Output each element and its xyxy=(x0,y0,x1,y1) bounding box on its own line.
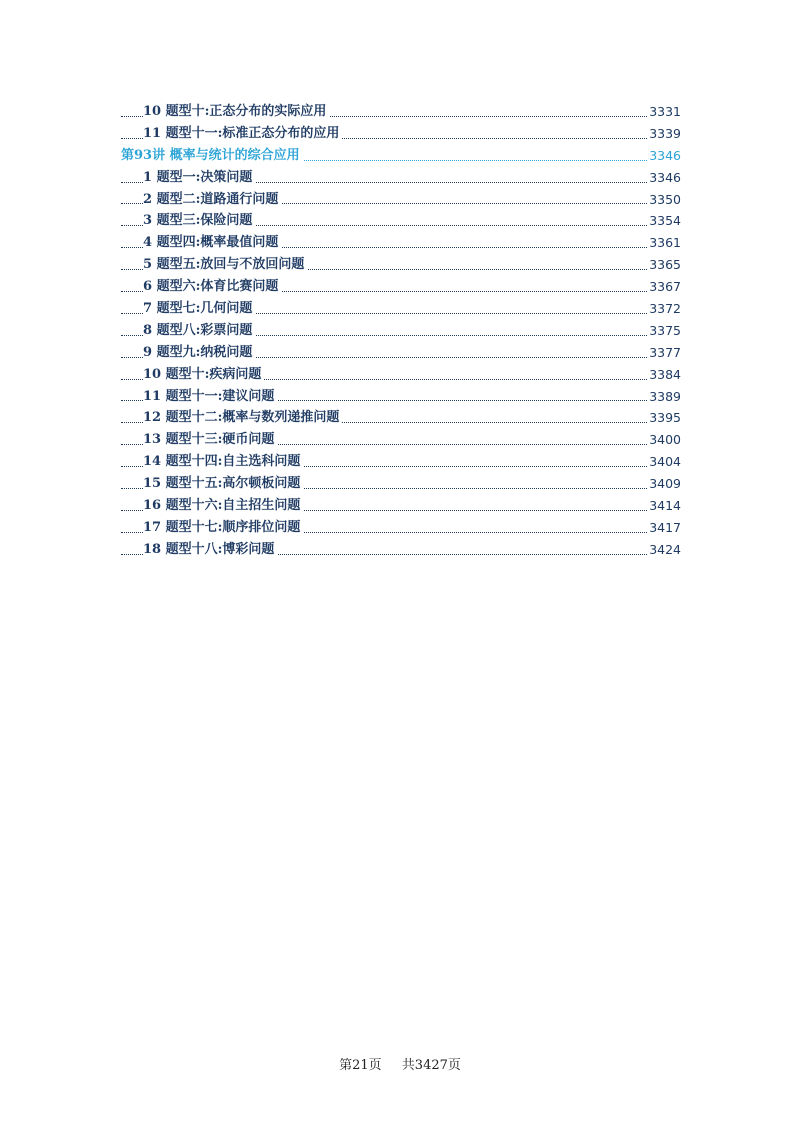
toc-entry[interactable] xyxy=(121,386,681,408)
toc-entry-page: 3354 xyxy=(647,210,681,232)
toc-entry[interactable] xyxy=(121,320,681,342)
toc-entry-page: 3377 xyxy=(647,342,681,364)
page-footer xyxy=(0,1054,800,1073)
toc-entry-page: 3404 xyxy=(647,451,681,473)
toc-entry[interactable] xyxy=(121,232,681,254)
toc-entry[interactable] xyxy=(121,342,681,364)
toc-entry-title: 16 题型十六:自主招生问题 xyxy=(143,498,303,513)
toc-entry-page: 3395 xyxy=(647,407,681,429)
toc-entry-page: 3361 xyxy=(647,232,681,254)
total-pages: 共3427页 xyxy=(401,1058,461,1073)
toc-entry-page: 3367 xyxy=(647,276,681,298)
toc-entry-title: 第93讲 概率与统计的综合应用 xyxy=(121,148,303,163)
toc-entry-title: 4 题型四:概率最值问题 xyxy=(143,235,281,250)
toc-entry[interactable] xyxy=(121,473,681,495)
toc-entry-page: 3409 xyxy=(647,473,681,495)
toc-entry[interactable] xyxy=(121,167,681,189)
toc-entry[interactable] xyxy=(121,364,681,386)
toc-entry-title: 15 题型十五:高尔顿板问题 xyxy=(143,476,303,491)
toc-entry-page: 3339 xyxy=(647,123,681,145)
toc-entry-title: 5 题型五:放回与不放回问题 xyxy=(143,257,307,272)
toc-entry-title: 10 题型十:疾病问题 xyxy=(143,367,264,382)
toc-entry-title: 3 题型三:保险问题 xyxy=(143,213,255,228)
toc-entry-title: 14 题型十四:自主选科问题 xyxy=(143,454,303,469)
toc-entry-page: 3384 xyxy=(647,364,681,386)
toc-entry-title: 10 题型十:正态分布的实际应用 xyxy=(143,104,329,119)
toc-entry-title: 1 题型一:决策问题 xyxy=(143,170,255,185)
toc-entry-title: 2 题型二:道路通行问题 xyxy=(143,192,281,207)
toc-entry[interactable] xyxy=(121,407,681,429)
toc-entry-page: 3331 xyxy=(647,101,681,123)
toc-entry-page: 3400 xyxy=(647,429,681,451)
toc-entry[interactable] xyxy=(121,451,681,473)
toc-entry-page: 3417 xyxy=(647,517,681,539)
toc-entry[interactable] xyxy=(121,254,681,276)
toc-entry-page: 3414 xyxy=(647,495,681,517)
toc-entry-title: 17 题型十七:顺序排位问题 xyxy=(143,520,303,535)
toc-entry[interactable] xyxy=(121,276,681,298)
toc-entry-title: 11 题型十一:建议问题 xyxy=(143,389,277,404)
toc-entry-page: 3424 xyxy=(647,539,681,561)
toc-entry-page: 3372 xyxy=(647,298,681,320)
toc-entry-page: 3346 xyxy=(647,167,681,189)
toc-entry-title: 6 题型六:体育比赛问题 xyxy=(143,279,281,294)
current-page-number: 第21页 xyxy=(339,1058,382,1073)
toc-chapter-entry[interactable] xyxy=(121,145,681,167)
toc-entry[interactable] xyxy=(121,189,681,211)
toc-entry-title: 18 题型十八:博彩问题 xyxy=(143,542,277,557)
toc-entry[interactable] xyxy=(121,210,681,232)
toc-entry-page: 3350 xyxy=(647,189,681,211)
toc-entry-title: 13 题型十三:硬币问题 xyxy=(143,432,277,447)
toc-entry-page: 3375 xyxy=(647,320,681,342)
toc-entry[interactable] xyxy=(121,101,681,123)
toc-entry[interactable] xyxy=(121,123,681,145)
toc-entry-title: 11 题型十一:标准正态分布的应用 xyxy=(143,126,342,141)
toc-entry-title: 12 题型十二:概率与数列递推问题 xyxy=(143,410,342,425)
toc-entry[interactable] xyxy=(121,298,681,320)
toc-entry[interactable] xyxy=(121,517,681,539)
toc-entry[interactable] xyxy=(121,495,681,517)
toc-entry[interactable] xyxy=(121,539,681,561)
toc-entry-page: 3389 xyxy=(647,386,681,408)
toc-entry-title: 8 题型八:彩票问题 xyxy=(143,323,255,338)
table-of-contents xyxy=(121,101,681,561)
toc-entry-page: 3365 xyxy=(647,254,681,276)
toc-entry[interactable] xyxy=(121,429,681,451)
toc-entry-page: 3346 xyxy=(647,145,681,167)
toc-entry-title: 9 题型九:纳税问题 xyxy=(143,345,255,360)
toc-entry-title: 7 题型七:几何问题 xyxy=(143,301,255,316)
